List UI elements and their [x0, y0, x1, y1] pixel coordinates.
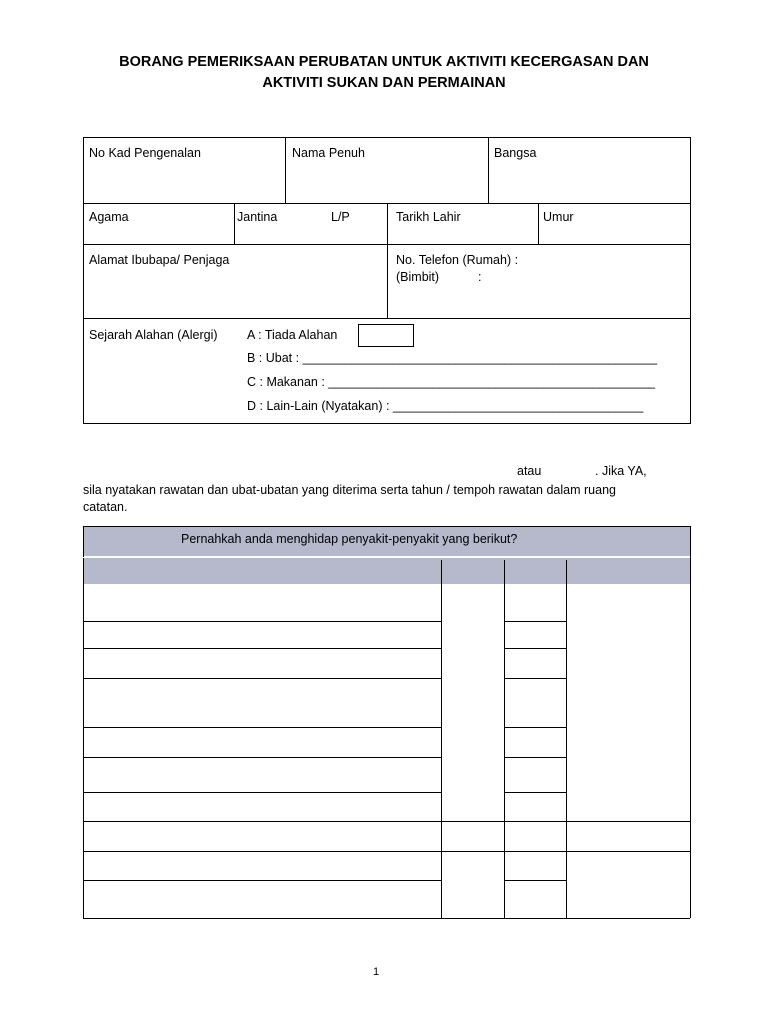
phone-mobile-label: (Bimbit): [396, 270, 440, 284]
table-row: [83, 821, 690, 822]
table-row: [83, 757, 441, 758]
allergy-option-d: D : Lain-Lain (Nyatakan) : ____________________________________: [247, 399, 644, 413]
allergy-option-b: B : Ubat : ___________________________________________________: [247, 351, 658, 365]
form-top-border: [83, 137, 691, 138]
table-row: [504, 727, 566, 728]
header-separator: [83, 557, 690, 558]
instruction-line-3: catatan.: [83, 500, 128, 514]
divider: [488, 137, 489, 203]
table-row: [83, 880, 441, 881]
allergy-option-c: C : Makanan : _______________________________________________: [247, 375, 656, 389]
divider: [387, 244, 388, 318]
instruction-jika-ya: . Jika YA,: [595, 464, 647, 478]
form-left-border: [83, 137, 84, 423]
table-top-border: [83, 526, 690, 527]
allergy-option-a: A : Tiada Alahan: [247, 328, 338, 342]
table-row: [83, 851, 690, 852]
page-title-line-1: BORANG PEMERIKSAAN PERUBATAN UNTUK AKTIVITI KECERGASAN DAN: [119, 54, 649, 70]
table-row: [83, 621, 441, 622]
instruction-atau: atau: [517, 464, 542, 478]
gender-options: L/P: [331, 210, 350, 224]
table-header-question: Pernahkah anda menghidap penyakit-penyakit yang berikut?: [181, 532, 518, 546]
table-bottom-border: [83, 918, 690, 919]
religion-label: Agama: [89, 210, 129, 224]
instruction-line-2: sila nyatakan rawatan dan ubat-ubatan yang diterima serta tahun / tempoh rawatan dalam ruang: [83, 483, 616, 497]
table-row: [504, 678, 566, 679]
phone-home-label: No. Telefon (Rumah) :: [396, 253, 519, 267]
date-of-birth-label: Tarikh Lahir: [396, 210, 461, 224]
phone-mobile-colon: :: [478, 270, 482, 284]
table-row: [83, 678, 441, 679]
form-bottom-border: [83, 423, 691, 424]
parent-address-label: Alamat Ibubapa/ Penjaga: [89, 253, 230, 267]
table-row: [83, 648, 441, 649]
table-row: [504, 757, 566, 758]
page-title-line-2: AKTIVITI SUKAN DAN PERMAINAN: [262, 75, 506, 91]
table-subheader-row: [83, 558, 690, 584]
full-name-label: Nama Penuh: [292, 146, 365, 160]
table-row: [504, 648, 566, 649]
gender-label: Jantina: [237, 210, 278, 224]
row-divider: [83, 318, 690, 319]
divider: [285, 137, 286, 203]
form-right-border: [690, 137, 691, 423]
table-row: [504, 792, 566, 793]
table-row: [504, 621, 566, 622]
race-label: Bangsa: [494, 146, 537, 160]
divider: [387, 203, 388, 244]
age-label: Umur: [543, 210, 574, 224]
table-row: [83, 792, 441, 793]
ic-number-label: No Kad Pengenalan: [89, 146, 201, 160]
table-left-border: [83, 526, 84, 918]
column-divider: [441, 560, 442, 918]
column-divider: [504, 560, 505, 918]
allergy-history-label: Sejarah Alahan (Alergi): [89, 328, 218, 342]
divider: [538, 203, 539, 244]
page-number: 1: [373, 966, 380, 978]
table-row: [504, 880, 566, 881]
column-divider: [566, 560, 567, 918]
table-row: [83, 727, 441, 728]
divider: [234, 203, 235, 244]
no-allergy-checkbox[interactable]: [358, 324, 414, 347]
table-right-border: [690, 526, 691, 918]
